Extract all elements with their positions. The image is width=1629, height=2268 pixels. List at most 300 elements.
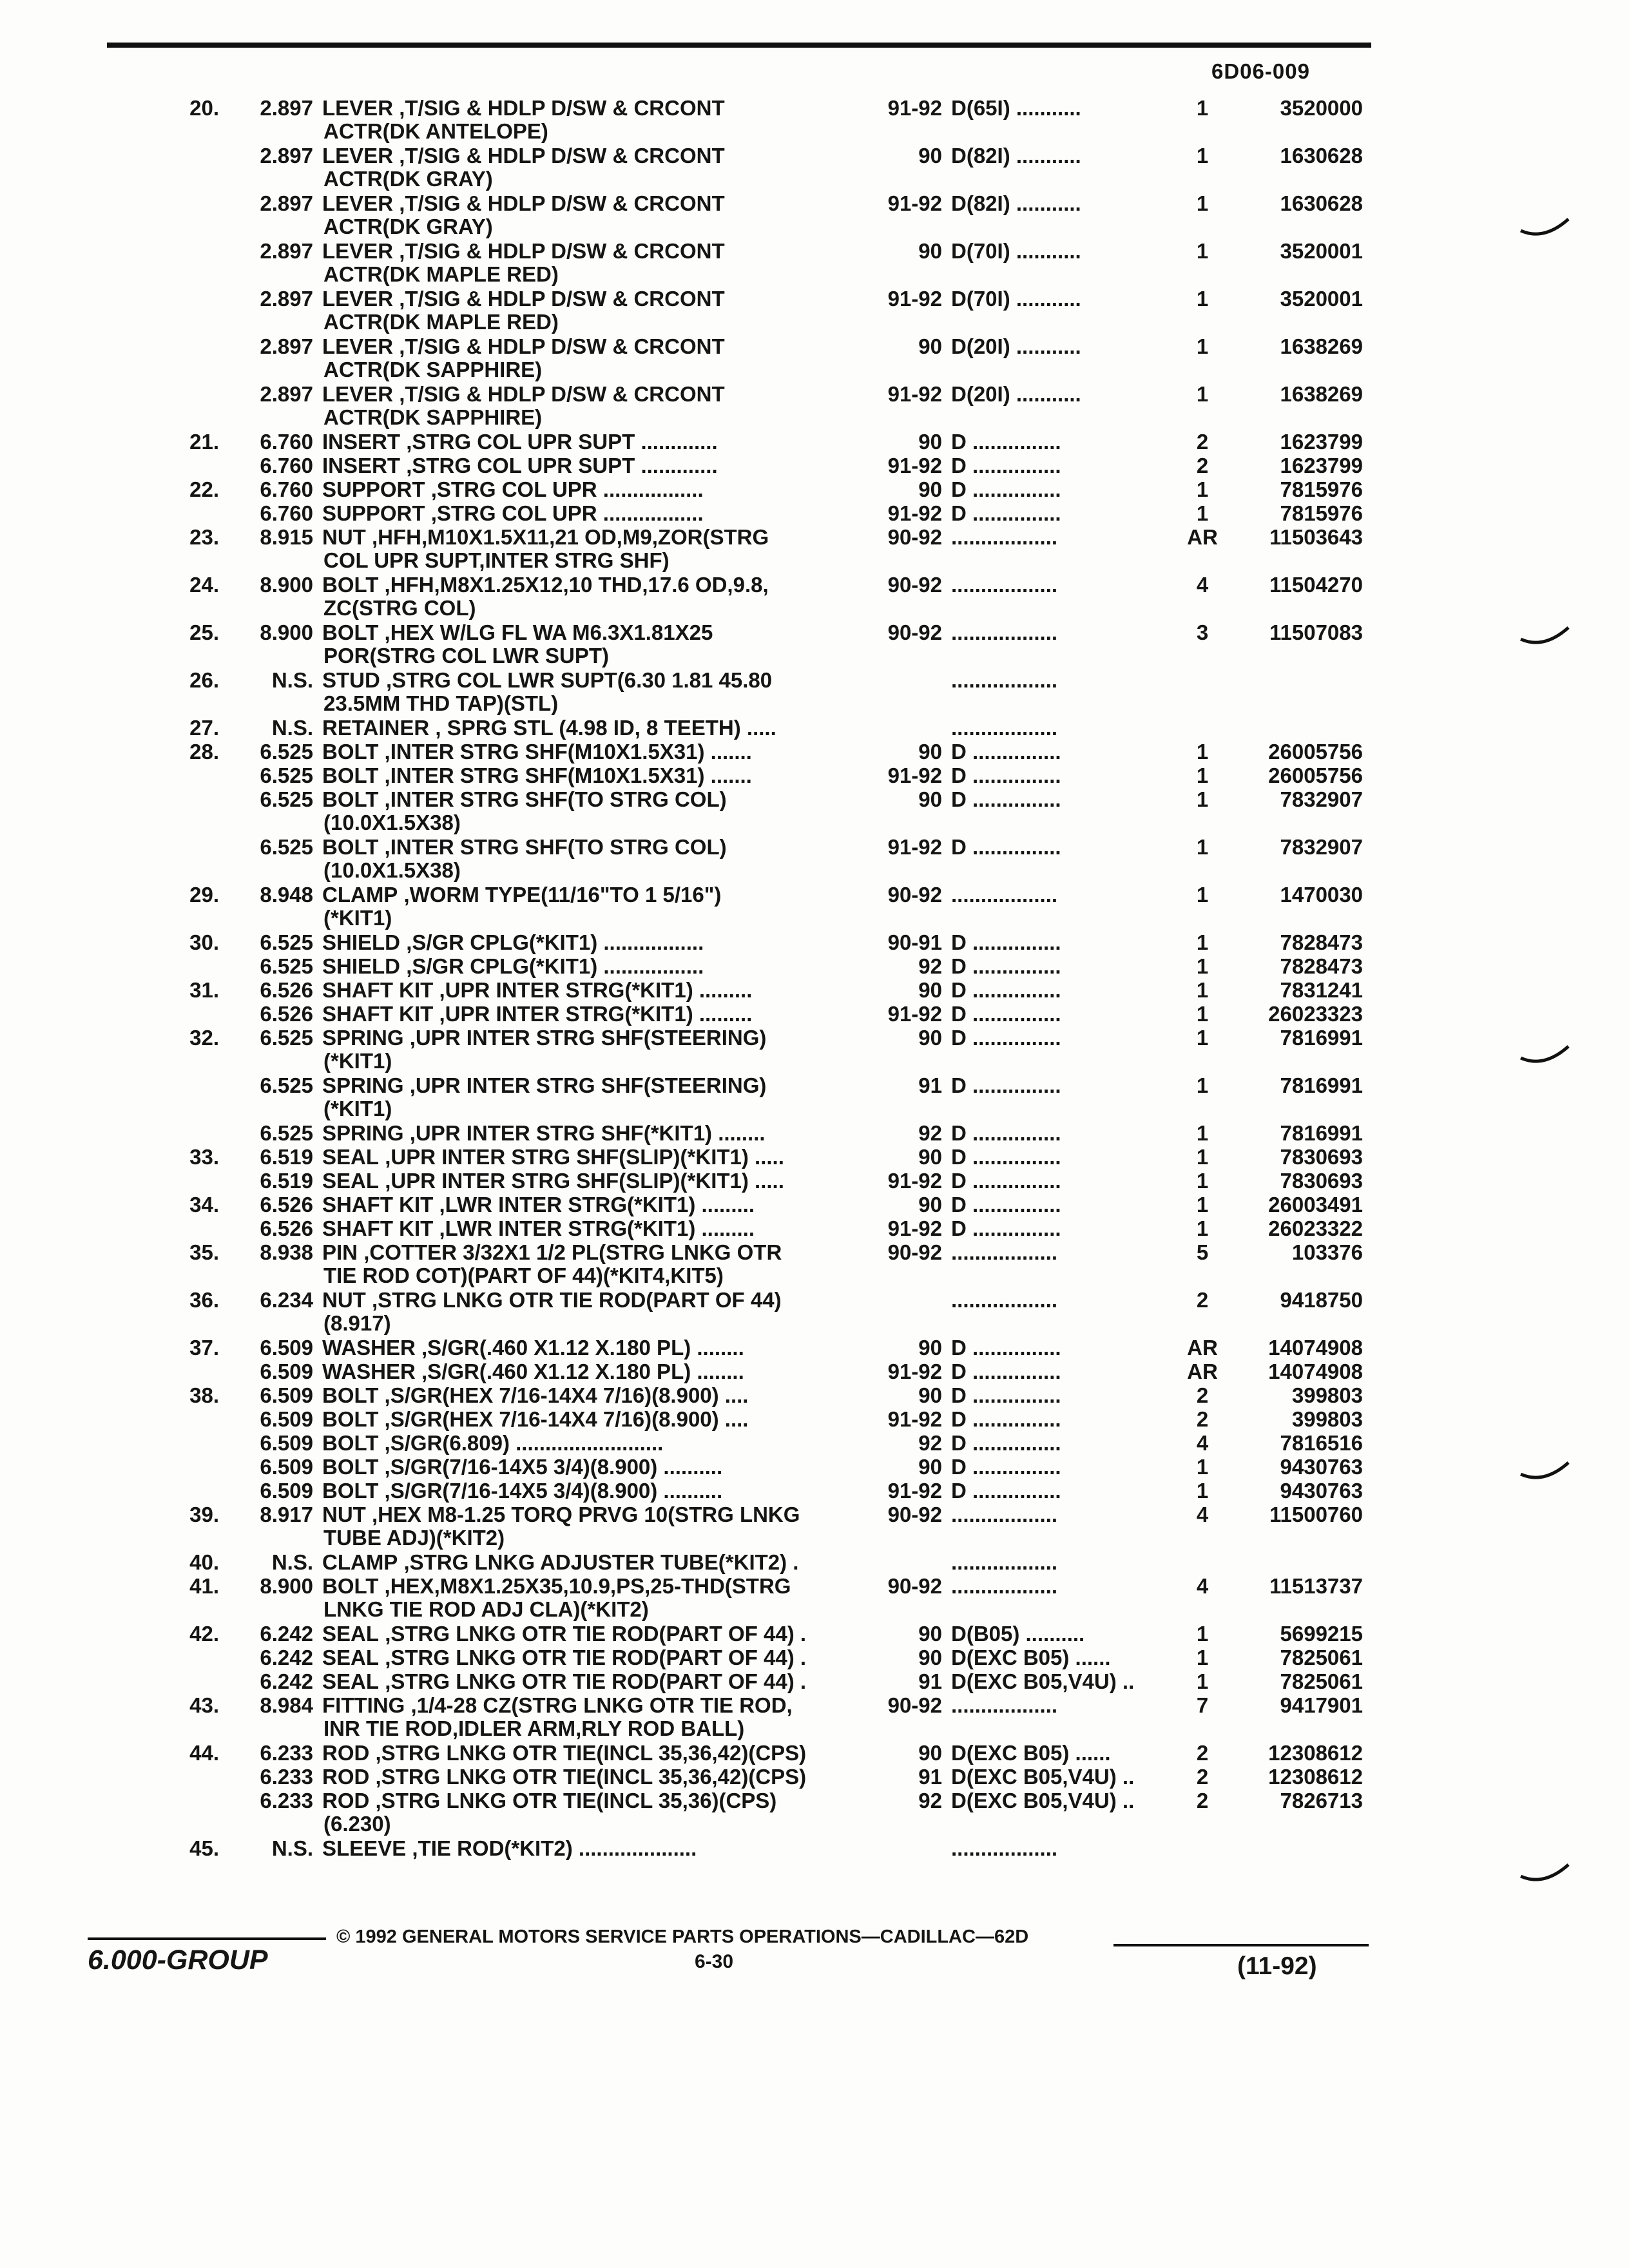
usage-code: D ...............	[951, 978, 1061, 1002]
item-number: 44.	[189, 1741, 219, 1765]
part-name: SEAL	[322, 1622, 380, 1646]
usage-code: D ...............	[951, 1455, 1061, 1479]
usage-code: D ...............	[951, 1407, 1061, 1431]
part-name: INSERT	[322, 454, 401, 477]
part-name: LEVER	[322, 96, 394, 120]
usage-code: D(20I) ...........	[951, 382, 1081, 406]
part-description-text: ,T/SIG & HDLP D/SW & CRCONT	[399, 334, 725, 358]
part-description-text: ,LWR INTER STRG(*KIT1) .........	[439, 1193, 755, 1216]
group-number: 6.242	[260, 1669, 313, 1693]
part-description-text: ,STRG COL UPR SUPT .............	[406, 454, 718, 477]
list-item	[0, 788, 1629, 836]
part-name: ROD	[322, 1789, 370, 1812]
part-description-text: ,STRG COL LWR SUPT(6.30 1.81 45.80	[386, 668, 773, 692]
usage-code: ..................	[951, 716, 1058, 740]
part-number: 399803	[1291, 1407, 1363, 1431]
usage-code: ..................	[951, 1836, 1058, 1860]
part-name: SEAL	[322, 1646, 380, 1669]
part-name: SEAL	[322, 1669, 380, 1693]
model-years: 90	[918, 978, 942, 1002]
group-number: 6.526	[260, 978, 313, 1002]
part-number: 26023322	[1268, 1216, 1363, 1240]
quantity: 1	[1196, 1121, 1209, 1145]
part-name: LEVER	[322, 382, 394, 406]
part-description	[322, 144, 725, 191]
part-description	[322, 1408, 748, 1431]
usage-code: D(70I) ...........	[951, 287, 1081, 311]
part-description	[322, 478, 704, 501]
model-years: 90	[918, 477, 942, 501]
part-description-continuation: (*KIT1)	[323, 1049, 392, 1073]
part-description-text: ,T/SIG & HDLP D/SW & CRCONT	[399, 382, 725, 406]
group-number: 6.525	[260, 1073, 313, 1097]
list-item	[0, 1765, 1629, 1789]
model-years: 91-92	[887, 1479, 942, 1503]
part-description-text: ,T/SIG & HDLP D/SW & CRCONT	[399, 287, 725, 311]
part-number: 3520000	[1280, 96, 1363, 120]
group-number: 6.760	[260, 430, 313, 454]
list-item	[0, 1336, 1629, 1360]
quantity: 1	[1196, 1193, 1209, 1216]
quantity: 1	[1196, 930, 1209, 954]
part-number: 26023323	[1268, 1002, 1363, 1026]
part-description-text: ,STRG COL UPR .................	[430, 477, 704, 501]
part-description-text: ,INTER STRG SHF(TO STRG COL)	[384, 835, 727, 859]
item-number: 45.	[189, 1836, 219, 1860]
part-description-continuation: COL UPR SUPT,INTER STRG SHF)	[323, 548, 670, 572]
part-name: SUPPORT	[322, 477, 425, 501]
model-years: 90	[918, 430, 942, 454]
quantity: 1	[1196, 1455, 1209, 1479]
usage-code: ..................	[951, 525, 1058, 549]
list-item	[0, 1622, 1629, 1646]
part-description-continuation: 23.5MM THD TAP)(STL)	[323, 691, 559, 715]
part-number: 7825061	[1280, 1646, 1363, 1669]
part-number: 1623799	[1280, 430, 1363, 454]
usage-code: D ...............	[951, 930, 1061, 954]
quantity: 1	[1196, 1216, 1209, 1240]
part-description-continuation: ACTR(DK GRAY)	[323, 167, 493, 191]
model-years: 90	[918, 1026, 942, 1050]
model-years: 91-92	[887, 191, 942, 215]
part-description-continuation: (*KIT1)	[323, 906, 392, 930]
part-name: NUT	[322, 1288, 366, 1312]
group-number: 6.525	[260, 764, 313, 787]
part-description-text: ,S/GR(.460 X1.12 X.180 PL) ........	[421, 1360, 744, 1383]
part-description	[322, 836, 727, 882]
usage-code: D(EXC B05,V4U) ..	[951, 1669, 1135, 1693]
quantity: 1	[1196, 835, 1209, 859]
part-name: STUD	[322, 668, 380, 692]
part-description	[322, 1003, 752, 1026]
usage-code: D ...............	[951, 430, 1061, 454]
quantity: 1	[1196, 1169, 1209, 1193]
part-description	[322, 1241, 782, 1287]
group-number: 6.509	[260, 1479, 313, 1503]
part-description	[322, 287, 725, 334]
model-years: 90	[918, 1383, 942, 1407]
quantity: 2	[1196, 1765, 1209, 1789]
part-description	[322, 1336, 744, 1360]
group-number: 2.897	[260, 144, 313, 168]
model-years: 91-92	[887, 1407, 942, 1431]
model-years: 90	[918, 1741, 942, 1765]
part-name: CLAMP	[322, 1550, 398, 1574]
part-number: 7815976	[1280, 477, 1363, 501]
part-name: LEVER	[322, 287, 394, 311]
quantity: 1	[1196, 1145, 1209, 1169]
part-number: 7831241	[1280, 978, 1363, 1002]
usage-code: D ...............	[951, 787, 1061, 811]
group-number: 6.509	[260, 1455, 313, 1479]
usage-code: D(EXC B05) ......	[951, 1646, 1111, 1669]
part-description-continuation: ACTR(DK MAPLE RED)	[323, 310, 559, 334]
usage-code: ..................	[951, 620, 1058, 644]
part-number: 11500760	[1269, 1503, 1363, 1526]
part-description-text: ,STRG LNKG OTR TIE(INCL 35,36,42)(CPS)	[375, 1741, 807, 1765]
list-item	[0, 573, 1629, 621]
part-name: SHAFT KIT	[322, 978, 434, 1002]
list-item	[0, 1241, 1629, 1289]
part-number: 26005756	[1268, 740, 1363, 764]
group-number: 6.509	[260, 1431, 313, 1455]
part-number: 26003491	[1268, 1193, 1363, 1216]
part-number: 9418750	[1280, 1288, 1363, 1312]
part-description-text: ,TIE ROD(*KIT2) ....................	[412, 1836, 697, 1860]
model-years: 91	[918, 1765, 942, 1789]
quantity: AR	[1187, 1336, 1218, 1360]
item-number: 30.	[189, 930, 219, 954]
quantity: 2	[1196, 454, 1209, 477]
item-number: 36.	[189, 1288, 219, 1312]
list-item	[0, 1146, 1629, 1169]
quantity: 1	[1196, 287, 1209, 311]
part-description-text: ,S/GR CPLG(*KIT1) .................	[406, 930, 704, 954]
part-description-continuation: ACTR(DK SAPPHIRE)	[323, 405, 543, 429]
part-name: BOLT	[322, 1407, 379, 1431]
usage-code: D ...............	[951, 1431, 1061, 1455]
usage-code: ..................	[951, 1288, 1058, 1312]
check-mark-icon	[1518, 216, 1571, 242]
part-name: SEAL	[322, 1145, 380, 1169]
part-description-continuation: (6.230)	[323, 1812, 391, 1836]
part-name: LEVER	[322, 239, 394, 263]
model-years: 91-92	[887, 1002, 942, 1026]
usage-code: D(82I) ...........	[951, 144, 1081, 168]
part-description-text: ,UPR INTER STRG SHF(SLIP)(*KIT1) .....	[385, 1169, 784, 1193]
check-mark-icon	[1518, 1862, 1571, 1888]
group-number: 6.526	[260, 1193, 313, 1216]
item-number: 32.	[189, 1026, 219, 1050]
group-number: 6.233	[260, 1765, 313, 1789]
check-mark-icon	[1518, 625, 1571, 651]
group-number: 2.897	[260, 334, 313, 358]
list-item	[0, 1479, 1629, 1503]
list-item	[0, 1456, 1629, 1479]
part-description-text: ,T/SIG & HDLP D/SW & CRCONT	[399, 191, 725, 215]
model-years: 90	[918, 1455, 942, 1479]
item-number: 38.	[189, 1383, 219, 1407]
part-name: SPRING	[322, 1026, 404, 1050]
quantity: 1	[1196, 144, 1209, 168]
item-number: 40.	[189, 1550, 219, 1574]
part-description-text: ,S/GR(HEX 7/16-14X4 7/16)(8.900) ....	[384, 1407, 749, 1431]
part-name: BOLT	[322, 1479, 379, 1503]
part-description	[322, 1456, 722, 1479]
group-number: 6.760	[260, 501, 313, 525]
item-number: 31.	[189, 978, 219, 1002]
part-description-continuation: TUBE ADJ)(*KIT2)	[323, 1526, 505, 1550]
part-description-continuation: ACTR(DK SAPPHIRE)	[323, 358, 543, 381]
model-years: 91-92	[887, 764, 942, 787]
quantity: 2	[1196, 1383, 1209, 1407]
model-years: 92	[918, 1121, 942, 1145]
part-description	[322, 1122, 766, 1145]
list-item	[0, 1670, 1629, 1694]
part-description	[322, 335, 725, 381]
list-item	[0, 1026, 1629, 1074]
usage-code: D ...............	[951, 1121, 1061, 1145]
group-number: 6.526	[260, 1216, 313, 1240]
model-years: 90	[918, 787, 942, 811]
part-description-text: ,T/SIG & HDLP D/SW & CRCONT	[399, 239, 725, 263]
item-number: 21.	[189, 430, 219, 454]
part-description-text: ,S/GR(HEX 7/16-14X4 7/16)(8.900) ....	[384, 1383, 749, 1407]
part-description	[322, 883, 721, 930]
part-number: 103376	[1291, 1240, 1363, 1264]
part-number: 1630628	[1280, 144, 1363, 168]
part-number: 7825061	[1280, 1669, 1363, 1693]
list-item	[0, 740, 1629, 764]
list-item	[0, 1742, 1629, 1765]
part-description-text: ,HFH,M10X1.5X11,21 OD,M9,ZOR(STRG	[372, 525, 769, 549]
part-description	[322, 1384, 748, 1407]
part-description-text: ,HEX M8-1.25 TORQ PRVG 10(STRG LNKG	[372, 1503, 800, 1526]
part-name: INSERT	[322, 430, 401, 454]
usage-code: ..................	[951, 1693, 1058, 1717]
list-item	[0, 669, 1629, 716]
part-description	[322, 1742, 806, 1765]
list-item	[0, 979, 1629, 1003]
page-number: 6-30	[695, 1951, 734, 1972]
part-description-text: ,S/GR(6.809) .........................	[384, 1431, 664, 1455]
group-number: 2.897	[260, 96, 313, 120]
part-number: 12308612	[1268, 1765, 1363, 1789]
part-description	[322, 621, 713, 668]
quantity: 1	[1196, 1669, 1209, 1693]
part-description-text: ,UPR INTER STRG SHF(SLIP)(*KIT1) .....	[385, 1145, 784, 1169]
group-number: 8.948	[260, 883, 313, 907]
part-description-text: ,UPR INTER STRG SHF(STEERING)	[409, 1026, 767, 1050]
usage-code: D ...............	[951, 501, 1061, 525]
part-number: 7830693	[1280, 1145, 1363, 1169]
part-number: 1638269	[1280, 382, 1363, 406]
model-years: 90	[918, 1646, 942, 1669]
part-description	[322, 454, 718, 477]
part-description-text: ,STRG LNKG OTR TIE(INCL 35,36,42)(CPS)	[375, 1765, 807, 1789]
model-years: 90-92	[887, 1574, 942, 1598]
quantity: 2	[1196, 1288, 1209, 1312]
part-number: 5699215	[1280, 1622, 1363, 1646]
group-number: 6.760	[260, 477, 313, 501]
check-mark-icon	[1518, 1044, 1571, 1070]
part-number: 1630628	[1280, 191, 1363, 215]
group-number: 8.915	[260, 525, 313, 549]
usage-code: D ...............	[951, 1360, 1061, 1383]
model-years: 90	[918, 1193, 942, 1216]
model-years: 91-92	[887, 1169, 942, 1193]
part-number: 7816516	[1280, 1431, 1363, 1455]
usage-code: D ...............	[951, 1193, 1061, 1216]
item-number: 23.	[189, 525, 219, 549]
group-number: 6.760	[260, 454, 313, 477]
usage-code: D ...............	[951, 1216, 1061, 1240]
group-number: 2.897	[260, 191, 313, 215]
part-name: LEVER	[322, 144, 394, 168]
item-number: 39.	[189, 1503, 219, 1526]
part-description-text: ,HEX,M8X1.25X35,10.9,PS,25-THD(STRG	[384, 1574, 791, 1598]
usage-code: D(65I) ...........	[951, 96, 1081, 120]
part-description-text: ,S/GR(7/16-14X5 3/4)(8.900) ..........	[384, 1455, 723, 1479]
part-description	[322, 1503, 800, 1550]
part-description	[322, 430, 718, 454]
group-number: 6.525	[260, 930, 313, 954]
list-item	[0, 883, 1629, 931]
item-number: 41.	[189, 1574, 219, 1598]
group-number: 8.984	[260, 1693, 313, 1717]
part-number: 7816991	[1280, 1073, 1363, 1097]
list-item	[0, 454, 1629, 478]
model-years: 90-92	[887, 1693, 942, 1717]
model-years: 91-92	[887, 96, 942, 120]
part-description-continuation: (10.0X1.5X38)	[323, 858, 461, 882]
usage-code: D ...............	[951, 764, 1061, 787]
model-years: 90	[918, 1622, 942, 1646]
group-number: 6.233	[260, 1741, 313, 1765]
item-number: 27.	[189, 716, 219, 740]
copyright-notice: © 1992 GENERAL MOTORS SERVICE PARTS OPERATIONS—CADILLAC—62D	[336, 1927, 1029, 1947]
list-item	[0, 764, 1629, 788]
group-number: 6.509	[260, 1383, 313, 1407]
list-item	[0, 526, 1629, 573]
group-number: 2.897	[260, 287, 313, 311]
group-number: 6.233	[260, 1789, 313, 1812]
list-item	[0, 931, 1629, 955]
part-description-text: ,UPR INTER STRG(*KIT1) .........	[439, 1002, 753, 1026]
usage-code: D ...............	[951, 1145, 1061, 1169]
part-name: FITTING	[322, 1693, 405, 1717]
model-years: 92	[918, 954, 942, 978]
part-description-text: ,HEX W/LG FL WA M6.3X1.81X25	[384, 620, 713, 644]
model-years: 90	[918, 144, 942, 168]
part-description-text: ,STRG COL UPR .................	[430, 501, 704, 525]
part-description-text: ,INTER STRG SHF(M10X1.5X31) .......	[384, 740, 752, 764]
part-description-continuation: LNKG TIE ROD ADJ CLA)(*KIT2)	[323, 1597, 649, 1621]
part-number: 7832907	[1280, 835, 1363, 859]
part-description	[322, 1193, 755, 1216]
group-number: 2.897	[260, 239, 313, 263]
item-number: 34.	[189, 1193, 219, 1216]
item-number: 42.	[189, 1622, 219, 1646]
quantity: 1	[1196, 334, 1209, 358]
part-description-text: ,INTER STRG SHF(M10X1.5X31) .......	[384, 764, 752, 787]
list-item	[0, 192, 1629, 240]
part-description	[322, 1479, 722, 1503]
quantity: 4	[1196, 1574, 1209, 1598]
part-description	[322, 1694, 793, 1740]
model-years: 91	[918, 1073, 942, 1097]
part-description-text: ,S/GR(7/16-14X5 3/4)(8.900) ..........	[384, 1479, 723, 1503]
part-description	[322, 97, 725, 143]
item-number: 28.	[189, 740, 219, 764]
part-description-text: ,STRG LNKG OTR TIE(INCL 35,36)(CPS)	[375, 1789, 777, 1812]
group-number: N.S.	[271, 1550, 313, 1574]
item-number: 37.	[189, 1336, 219, 1360]
part-description-continuation: POR(STRG COL LWR SUPT)	[323, 644, 610, 668]
usage-code: ..................	[951, 1240, 1058, 1264]
group-number: 8.917	[260, 1503, 313, 1526]
list-item	[0, 1432, 1629, 1456]
list-item	[0, 1694, 1629, 1742]
usage-code: ..................	[951, 1503, 1058, 1526]
part-description-continuation: INR TIE ROD,IDLER ARM,RLY ROD BALL)	[323, 1716, 745, 1740]
model-years: 91	[918, 1669, 942, 1693]
list-item	[0, 1837, 1629, 1861]
part-name: BOLT	[322, 1455, 379, 1479]
group-label: 6.000-GROUP	[88, 1945, 268, 1975]
group-number: 6.234	[260, 1288, 313, 1312]
footer-rule-left	[88, 1937, 326, 1940]
part-description-text: , SPRG STL (4.98 ID, 8 TEETH) .....	[435, 716, 776, 740]
quantity: 1	[1196, 191, 1209, 215]
quantity: 1	[1196, 787, 1209, 811]
list-item	[0, 1360, 1629, 1384]
usage-code: ..................	[951, 1574, 1058, 1598]
part-number: 3520001	[1280, 239, 1363, 263]
part-description	[322, 764, 752, 787]
part-description	[322, 573, 769, 620]
part-name: NUT	[322, 525, 366, 549]
part-name: SHAFT KIT	[322, 1002, 434, 1026]
part-description-continuation: TIE ROD COT)(PART OF 44)(*KIT4,KIT5)	[323, 1264, 724, 1287]
part-number: 9430763	[1280, 1479, 1363, 1503]
part-description-text: ,STRG LNKG OTR TIE ROD(PART OF 44) .	[385, 1669, 807, 1693]
part-name: BOLT	[322, 573, 379, 597]
model-years: 90-92	[887, 525, 942, 549]
part-description	[322, 502, 704, 525]
part-description-text: ,UPR INTER STRG(*KIT1) .........	[439, 978, 753, 1002]
model-years: 90	[918, 1145, 942, 1169]
part-description-text: ,STRG LNKG OTR TIE ROD(PART OF 44) .	[385, 1622, 807, 1646]
model-years: 91-92	[887, 1360, 942, 1383]
usage-code: ..................	[951, 668, 1058, 692]
part-name: SHIELD	[322, 930, 401, 954]
part-description-text: ,STRG LNKG OTR TIE ROD(PART OF 44)	[372, 1288, 782, 1312]
model-years: 90-91	[887, 930, 942, 954]
part-name: SHAFT KIT	[322, 1193, 434, 1216]
model-years: 91-92	[887, 835, 942, 859]
quantity: 5	[1196, 1240, 1209, 1264]
usage-code: D ...............	[951, 454, 1061, 477]
list-item	[0, 97, 1629, 144]
group-number: N.S.	[271, 716, 313, 740]
usage-code: D ...............	[951, 1002, 1061, 1026]
part-name: ROD	[322, 1741, 370, 1765]
quantity: 1	[1196, 501, 1209, 525]
part-description-continuation: ZC(STRG COL)	[323, 596, 476, 620]
part-description	[322, 1789, 776, 1836]
part-description-text: ,T/SIG & HDLP D/SW & CRCONT	[399, 144, 725, 168]
